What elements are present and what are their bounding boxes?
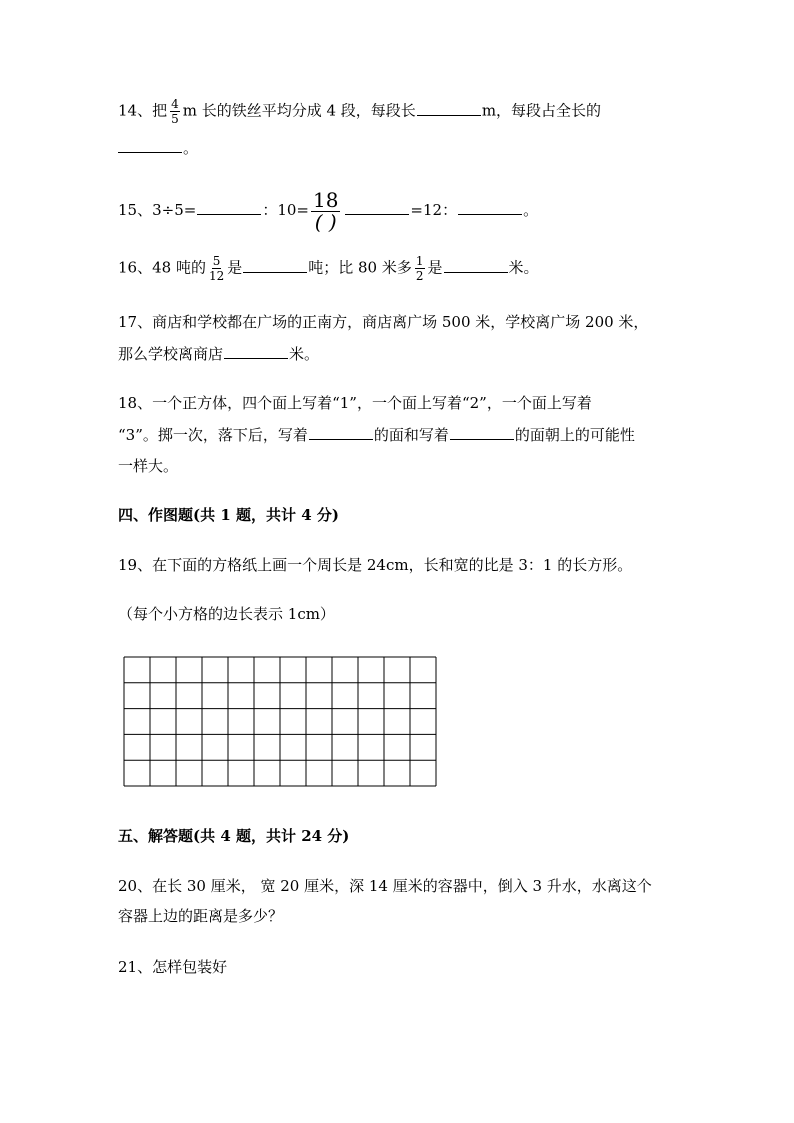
q16-frac2-num: 1 (415, 254, 424, 268)
q20-line2: 容器上边的距离是多少？ (118, 907, 284, 925)
q18-line1: 18、一个正方体，四个面上写着“1”，一个面上写着“2”，一个面上写着 (118, 394, 592, 412)
q16-frac1-den: 12 (208, 269, 225, 283)
q14-prefix: 14、把 (118, 101, 168, 120)
question-20-line1 (118, 876, 652, 896)
q14-text2: m，每段占全长的 (481, 101, 602, 120)
q15-frac-num: 18 (312, 188, 339, 212)
question-18-line1 (118, 393, 592, 413)
q18-line3: 一样大。 (118, 457, 179, 475)
question-18-line2 (118, 425, 635, 445)
q19-note: （每个小方格的边长表示 1cm） (118, 605, 335, 623)
question-16 (118, 255, 539, 282)
q16-text4: 是 (427, 258, 443, 277)
q17-line1: 17、商店和学校都在广场的正南方，商店离广场 500 米，学校离广场 200 米， (118, 313, 649, 331)
q18-line2b: 的面和写着 (373, 426, 449, 444)
question-17-line1 (118, 312, 648, 332)
q17-line2b: 米。 (289, 345, 320, 363)
q15-text2: ：10= (262, 201, 309, 219)
question-14-line2 (118, 138, 198, 158)
q14-text1: m 长的铁丝平均分成 4 段，每段长 (182, 101, 416, 120)
q15-text4: 。 (523, 201, 539, 219)
q16-text1: 16、48 吨的 (118, 258, 206, 277)
q18-answer-blank-1[interactable] (309, 425, 373, 440)
question-17-line2 (118, 344, 319, 364)
section-5-heading: 五、解答题(共 4 题，共计 24 分) (118, 827, 350, 845)
q15-fraction (311, 190, 340, 232)
q19-line1: 19、在下面的方格纸上画一个周长是 24cm，长和宽的比是 3：1 的长方形。 (118, 556, 633, 574)
question-20-line2 (118, 906, 283, 926)
q16-frac2-den: 2 (415, 269, 424, 283)
q15-text3: =12： (410, 201, 458, 219)
q15-text1: 15、3÷5= (118, 201, 197, 219)
question-19-line1 (118, 555, 632, 575)
square-grid-paper[interactable] (123, 656, 437, 787)
q15-frac-den: ( ) (314, 210, 337, 234)
q16-fraction-1 (209, 255, 224, 282)
q14-frac-den: 5 (171, 112, 179, 126)
q18-line2a: “3”。掷一次，落下后，写着 (118, 426, 308, 444)
q17-line2a: 那么学校离商店 (118, 345, 224, 363)
q14-answer-blank-1[interactable] (417, 101, 481, 116)
q14-answer-blank-2[interactable] (118, 138, 182, 153)
q14-text3: 。 (183, 139, 199, 157)
q14-frac-num: 4 (171, 97, 179, 111)
q20-line1: 20、在长 30 厘米， 宽 20 厘米，深 14 厘米的容器中，倒入 3 升水，水离这个 (118, 877, 652, 895)
question-14-line1 (118, 98, 601, 125)
q17-answer-blank[interactable] (224, 344, 288, 359)
q16-text5: 米。 (508, 258, 539, 277)
q16-answer-blank-2[interactable] (444, 258, 508, 273)
q15-answer-blank-2[interactable] (345, 200, 409, 215)
q16-fraction-2 (415, 255, 425, 282)
q15-answer-blank-1[interactable] (197, 200, 261, 215)
question-21-line1 (118, 957, 227, 977)
q18-answer-blank-2[interactable] (450, 425, 514, 440)
q18-line2c: 的面朝上的可能性 (514, 426, 635, 444)
q16-text3: 吨；比 80 米多 (308, 258, 412, 277)
q21-line1: 21、怎样包装好 (118, 958, 228, 976)
q16-answer-blank-1[interactable] (243, 258, 307, 273)
q16-text2: 是 (227, 258, 243, 277)
question-15 (118, 190, 538, 232)
question-18-line3 (118, 456, 178, 476)
question-19-note (118, 604, 335, 624)
q16-frac1-num: 5 (212, 254, 221, 268)
section-4-heading: 四、作图题(共 1 题，共计 4 分) (118, 506, 339, 524)
q15-answer-blank-3[interactable] (458, 200, 522, 215)
q14-fraction (170, 98, 180, 125)
